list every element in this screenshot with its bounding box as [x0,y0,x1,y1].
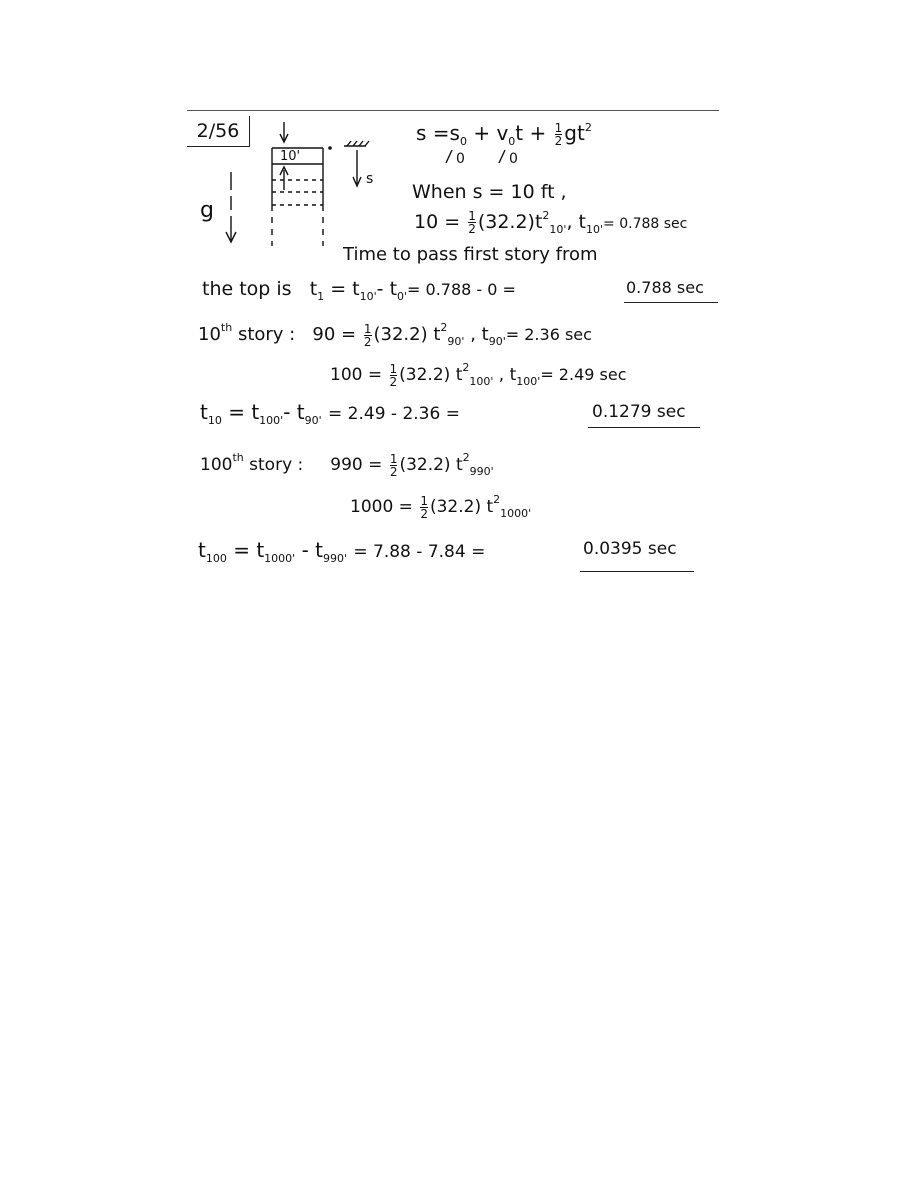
s-label: s [366,171,374,187]
time-first-story: Time to pass first story from [343,244,598,265]
hundred-ft-line: 100 = $\frac{1}{2}$ (32.2) $t^2_{100'}$ , $t_{100'}= 2.49$ sec [330,361,627,389]
eq-10ft: 10 = $\frac{1}{2}$ $(32.2)t^2_{10'}$, $t_{10'}= 0.788$ sec [414,209,688,236]
answer-t10: 0.1279 sec [592,402,686,422]
t100-result-line: $t_{100} = t_{1000'} - t_{990'} = 7.88 - 7.84$ = [198,538,486,565]
answer-t10-underline [588,427,700,428]
top-line: the top is $t_1 = t_{10'}-$ $t_{0'}= 0.788 - 0$ = [202,278,516,303]
thousand-ft-line: 1000 = $\frac{1}{2}$ (32.2) $t^2_{1000'}$ [350,493,532,521]
kinematics-equation: $s =s_0 + v_0t$ + $\frac{1}{2}$ $gt^2$ [416,121,592,148]
hundredth-story-line: 100th story : 990 = $\frac{1}{2}$ (32.2) $t^2_{990'}$ [200,451,494,479]
height-label: 10' [280,149,301,164]
answer-t100: 0.0395 sec [583,539,677,559]
zero-mark-2: 0 [509,151,518,167]
problem-number: 2/56 [196,120,240,142]
t10-result-line: $t_{10} = t_{100'}-$ $t_{90'} = 2.49 - 2.36$ = [200,400,460,427]
when-line: When s = 10 ft , [412,181,567,203]
answer-t100-underline [580,571,694,572]
g-label: g [200,198,214,223]
zero-mark-1: 0 [456,151,465,167]
answer-t1-underline [624,302,718,303]
answer-t1: 0.788 sec [626,278,704,297]
tenth-story-line: 10th story : 90 = $\frac{1}{2}$ (32.2) $t^2_{90'}$ , $t_{90'}= 2.36$ sec [198,321,592,349]
